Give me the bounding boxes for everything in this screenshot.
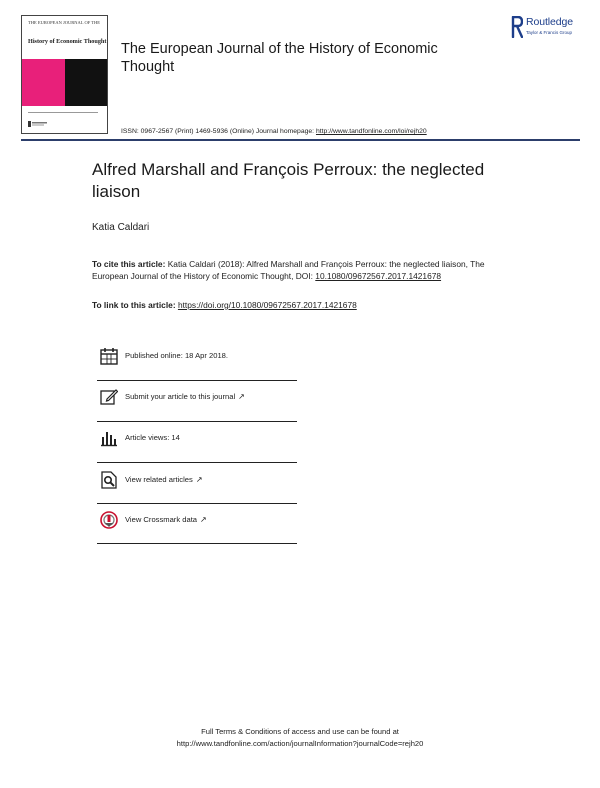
published-online-row [97,347,297,387]
cover-pink-block [22,59,65,106]
header-rule [21,139,580,141]
cover-top-text: THE EUROPEAN JOURNAL OF THE [28,20,100,25]
citation-doi-link[interactable]: 10.1080/09672567.2017.1421678 [315,271,442,281]
external-link-icon: ↗ [200,515,207,524]
edit-icon [100,388,118,406]
info-divider [97,503,297,504]
cover-publisher-logo-icon [28,121,48,127]
info-divider [97,543,297,544]
issn-text: ISSN: 0967-2567 (Print) 1469-5936 (Online) Journal homepage: [121,128,316,135]
cover-black-block [65,59,107,106]
journal-homepage-link[interactable]: http://www.tandfonline.com/loi/rejh20 [315,128,427,135]
external-link-icon: ↗ [195,475,203,484]
crossmark-row[interactable] [97,511,297,551]
crossmark-link[interactable]: View Crossmark data ↗ [125,515,207,524]
citation-block [92,258,487,282]
article-doi-link[interactable]: https://doi.org/10.1080/09672567.2017.1421678 [177,300,357,310]
publisher-name: Routledge [526,16,573,28]
article-link-line [92,300,357,310]
cover-divider [28,112,98,113]
footer-terms-text: Full Terms & Conditions of access and use can be found at [201,727,399,736]
published-online-text: Published online: 18 Apr 2018. [125,351,229,360]
info-divider [97,380,297,381]
publisher-logo [511,16,587,40]
article-views-row [97,429,297,469]
article-author: Katia Caldari [92,222,150,233]
cover-title: History of Economic Thought [28,38,107,45]
article-title: Alfred Marshall and François Perroux: the neglected liaison [92,160,485,201]
issn-line [121,128,427,135]
submit-article-row[interactable] [97,388,297,428]
calendar-icon [100,347,118,365]
footer [0,726,600,750]
bar-chart-icon [100,429,118,447]
crossmark-icon [100,511,118,529]
article-views-text: Article views: 14 [125,433,180,442]
info-divider [97,462,297,463]
related-articles-row[interactable] [97,471,297,511]
citation-text: Katia Caldari (2018): Alfred Marshall and François Perroux: the neglected liaison, The European Journal of the History of Economic Thought, DOI: [92,259,485,281]
search-icon [100,471,118,489]
publisher-tagline: Taylor & Francis Group [526,30,573,35]
journal-title: The European Journal of the History of Economic Thought [121,41,438,75]
info-divider [97,421,297,422]
citation-label: To cite this article: [92,259,166,269]
related-articles-link[interactable]: View related articles ↗ [125,475,203,484]
routledge-r-icon [511,16,523,38]
footer-terms-link[interactable]: http://www.tandfonline.com/action/journalInformation?journalCode=rejh20 [176,739,424,748]
submit-article-link[interactable]: Submit your article to this journal ↗ [125,392,245,401]
article-link-label: To link to this article: [92,300,178,310]
journal-cover [21,15,108,134]
external-link-icon: ↗ [238,392,245,401]
